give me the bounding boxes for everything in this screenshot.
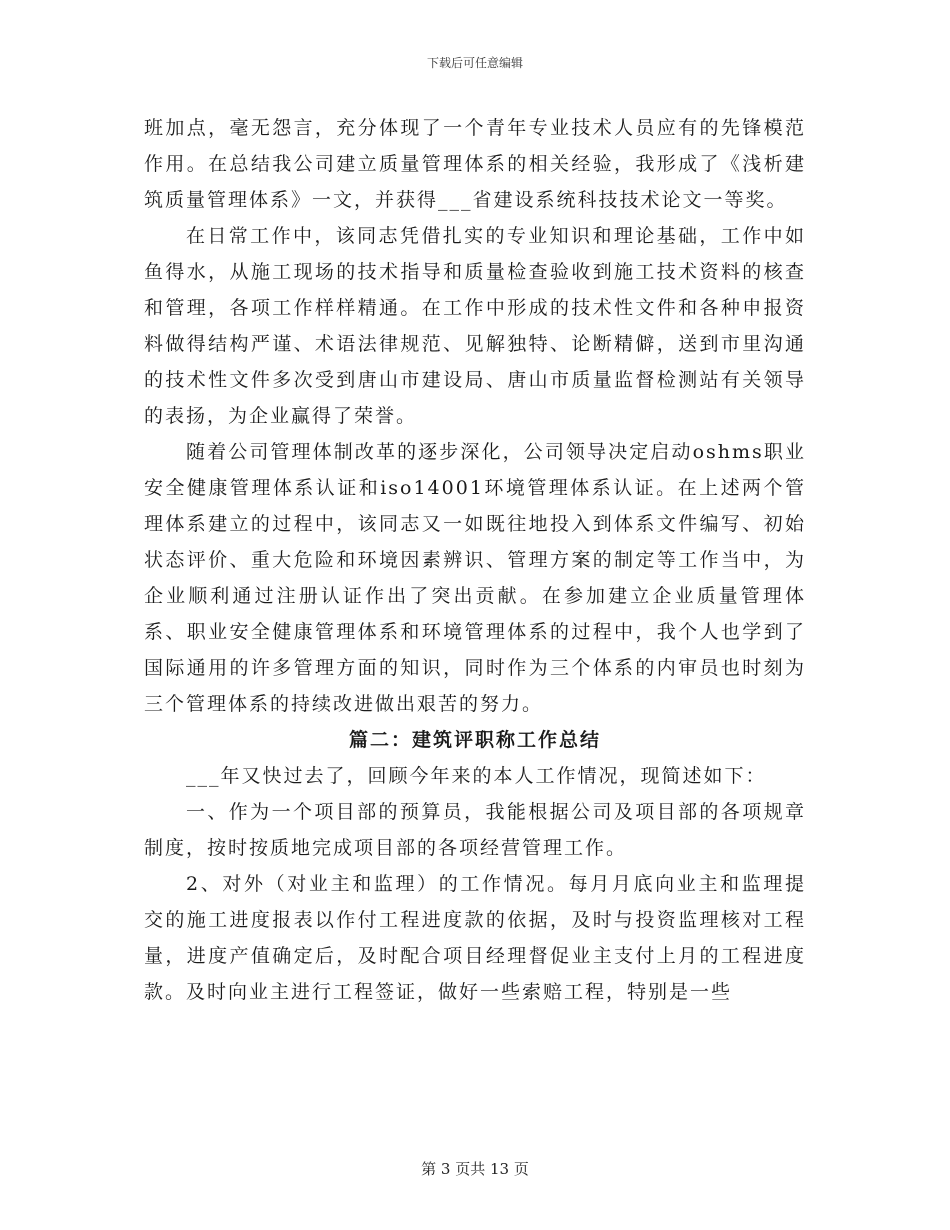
paragraph: 随着公司管理体制改革的逐步深化，公司领导决定启动oshms职业安全健康管理体系认证和iso14001环境管理体系认证。在上述两个管理体系建立的过程中，该同志又一如既往地投入到体系文件编写、初始状态评价、重大危险和环境因素辨识、管理方案的制定等工作当中，为企业顺利通过注册认证作出了突出贡献。在参加建立企业质量管理体系、职业安全健康管理体系和环境管理体系的过程中，我个人也学到了国际通用的许多管理方面的知识，同时作为三个体系的内审员也时刻为三个管理体系的持续改进做出艰苦的努力。 bbox=[144, 441, 806, 715]
paragraph: ___年又快过去了，回顾今年来的本人工作情况，现简述如下： bbox=[186, 765, 767, 787]
paragraph: 在日常工作中，该同志凭借扎实的专业知识和理论基础，工作中如鱼得水，从施工现场的技术指导和质量检查验收到施工技术资料的核查和管理，各项工作样样精通。在工作中形成的技术性文件和各种申报资料做得结构严谨、术语法律规范、见解独特、论断精僻，送到市里沟通的技术性文件多次受到唐山市建设局、唐山市质量监督检测站有关领导的表扬，为企业赢得了荣誉。 bbox=[144, 225, 806, 427]
page-number: 第 3 页共 13 页 bbox=[421, 1160, 529, 1178]
header-note: 下载后可任意编辑 bbox=[426, 56, 523, 70]
paragraph: 班加点，毫无怨言，充分体现了一个青年专业技术人员应有的先锋模范作用。在总结我公司建立质量管理体系的相关经验，我形成了《浅析建筑质量管理体系》一文，并获得___省建设系统科技技术论文一等奖。 bbox=[144, 117, 806, 211]
paragraph: 2、对外（对业主和监理）的工作情况。每月月底向业主和监理提交的施工进度报表以作付工程进度款的依据，及时与投资监理核对工程量，进度产值确定后，及时配合项目经理督促业主支付上月的工程进度款。及时向业主进行工程签证，做好一些索赔工程，特别是一些 bbox=[144, 873, 806, 1003]
paragraph: 一、作为一个项目部的预算员，我能根据公司及项目部的各项规章制度，按时按质地完成项目部的各项经营管理工作。 bbox=[144, 801, 806, 859]
section-title: 篇二：建筑评职称工作总结 bbox=[348, 729, 601, 751]
document-body bbox=[144, 110, 806, 1010]
